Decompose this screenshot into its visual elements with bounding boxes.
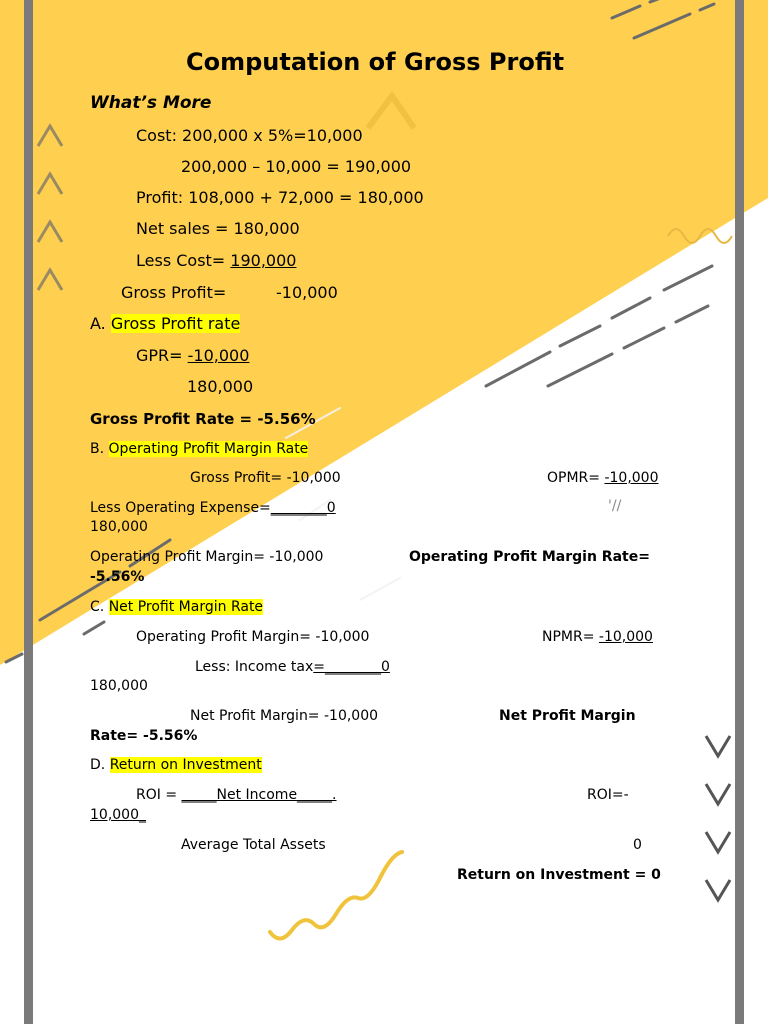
roi-right-value: 10,000_: [90, 807, 146, 823]
chevron-down-icons: [706, 736, 730, 900]
section-c-heading: [90, 598, 263, 616]
left-border-bar: [24, 0, 33, 1024]
less-opex-label: Less Operating Expense=: [90, 500, 271, 516]
opmr-label: OPMR=: [547, 470, 605, 486]
opmr-result-label: Operating Profit Margin Rate=: [409, 549, 650, 565]
section-subtitle: What’s More: [90, 93, 212, 113]
net-profit-margin: Net Profit Margin= -10,000: [190, 708, 379, 724]
roi-result: Return on Investment = 0: [457, 867, 661, 883]
right-border-bar: [735, 0, 744, 1024]
section-d-label: Return on Investment: [109, 757, 262, 773]
gpr-label: GPR=: [136, 346, 188, 365]
section-a-letter: A.: [90, 314, 111, 333]
roi-label: ROI =: [136, 787, 182, 803]
section-d-heading: [90, 756, 262, 774]
c-operating-margin: Operating Profit Margin= -10,000: [136, 629, 370, 645]
gross-profit-value: -10,000: [276, 283, 338, 302]
operating-profit-margin: Operating Profit Margin= -10,000: [90, 549, 324, 565]
gpr-numerator: -10,000: [187, 346, 250, 365]
opmr-line: [547, 469, 659, 487]
gross-profit-rate-result: Gross Profit Rate = -5.56%: [90, 410, 316, 428]
cost-line-1: Cost: 200,000 x 5%=10,000: [136, 126, 363, 145]
page-title: Computation of Gross Profit: [186, 48, 565, 76]
roi-right: ROI=-: [587, 787, 629, 803]
gross-profit-label: Gross Profit=: [121, 283, 227, 302]
b-denominator: 180,000: [90, 519, 148, 535]
roi-numerator: _____Net Income_____.: [181, 787, 337, 803]
gpr-denominator: 180,000: [187, 377, 254, 396]
less-tax-label: Less: Income tax: [195, 659, 314, 675]
less-opex-value: ________0: [270, 500, 336, 516]
section-a-heading: [90, 314, 240, 334]
section-d-letter: D.: [90, 757, 110, 773]
roi-den-right: 0: [633, 837, 642, 853]
section-b-letter: B.: [90, 441, 109, 457]
opmr-result-value: -5.56%: [90, 569, 145, 585]
profit-line: Profit: 108,000 + 72,000 = 180,000: [136, 188, 424, 207]
less-cost-line: [136, 251, 296, 271]
cost-line-2: 200,000 – 10,000 = 190,000: [181, 157, 412, 176]
less-opex-line: [90, 499, 336, 517]
less-tax-line: [195, 658, 390, 676]
c-denominator: 180,000: [90, 678, 148, 694]
net-sales-line: Net sales = 180,000: [136, 219, 300, 238]
roi-denominator: Average Total Assets: [181, 837, 326, 853]
section-b-label: Operating Profit Margin Rate: [108, 441, 309, 457]
npmr-result-value: Rate= -5.56%: [90, 728, 198, 744]
opmr-mark: '//: [608, 498, 622, 514]
npmr-result-label: Net Profit Margin: [499, 708, 636, 724]
npmr-numerator: -10,000: [598, 629, 653, 645]
npmr-label: NPMR=: [542, 629, 599, 645]
squiggle-bottom: [270, 852, 402, 939]
less-cost-label: Less Cost=: [136, 251, 231, 270]
section-b-heading: [90, 440, 308, 458]
opmr-numerator: -10,000: [604, 470, 659, 486]
roi-line: [136, 786, 337, 804]
less-tax-value: =________0: [313, 659, 390, 675]
npmr-line: [542, 628, 653, 646]
section-c-label: Net Profit Margin Rate: [108, 599, 264, 615]
section-c-letter: C.: [90, 599, 109, 615]
b-gross-profit: Gross Profit= -10,000: [190, 470, 341, 486]
section-a-label: Gross Profit rate: [110, 314, 241, 333]
gpr-line: [136, 346, 249, 366]
less-cost-value: 190,000: [230, 251, 297, 270]
